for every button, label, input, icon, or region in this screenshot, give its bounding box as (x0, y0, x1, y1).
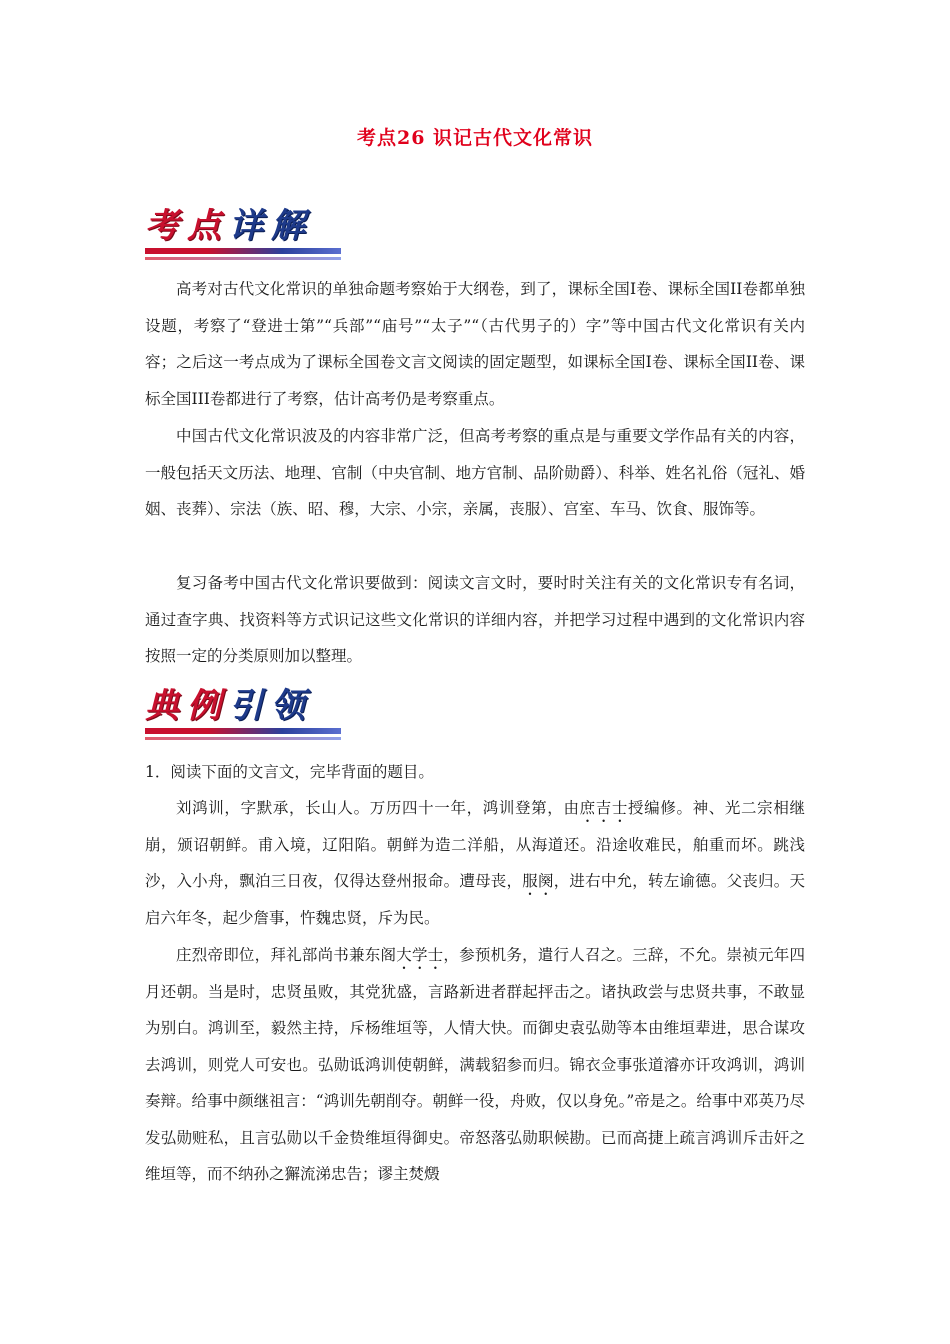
section-heading-blue: 引领 (229, 686, 313, 726)
intro-paragraph: 中国古代文化常识波及的内容非常广泛，但高考考察的重点是与重要文学作品有关的内容，一般包括天文历法、地理、官制（中央官制、地方官制、品阶勋爵）、科举、姓名礼俗（冠礼、婚姻、丧葬）、宗法（族、昭、穆，大宗、小宗，亲属，丧服）、宫室、车马、饮食、服饰等。 (145, 427, 805, 518)
intro-paragraph: 复习备考中国古代文化常识要做到：阅读文言文时，要时时关注有关的文化常识专有名词，通过查字典、找资料等方式识记这些文化常识的详细内容，并把学习过程中遇到的文化常识内容按照一定的分类原则加以整理。 (145, 574, 805, 665)
section-heading-red: 典例 (145, 686, 229, 726)
section-heading-analysis (145, 196, 345, 260)
passage-paragraph: 刘鸿训，字默承，长山人。万历四十一年，鸿训登第，由庶吉士授编修。神、光二宗相继崩，颁诏朝鲜。甫入境，辽阳陷。朝鲜为造二洋船，从海道还。沿途收难民，舶重而坏。跳浅沙，入小舟，飘泊三日夜，仅得达登州报命。遭母丧，服阕，进右中允，转左谕德。父丧归。天启六年冬，起少詹事，忤魏忠贤，斥为民。 (145, 799, 805, 927)
heading-underline (145, 728, 341, 734)
heading-underline-shadow (145, 257, 341, 260)
emphasized-term: 庶吉士 (579, 799, 629, 817)
question-prompt: 1．阅读下面的文言文，完毕背面的题目。 (145, 763, 434, 781)
section-heading-red: 考点 (145, 206, 229, 246)
passage-paragraph: 庄烈帝即位，拜礼部尚书兼东阁大学士，参预机务，遣行人召之。三辞，不允。崇祯元年四月还朝。当是时，忠贤虽败，其党犹盛，言路新进者群起抨击之。诸执政尝与忠贤共事，不敢显为别白。鸿训至，毅然主持，斥杨维垣等，人情大快。而御史袁弘勋等本由维垣辈进，思合谋攻去鸿训，则党人可安也。弘勋诋鸿训使朝鲜，满载貂参而归。锦衣佥事张道濬亦讦攻鸿训，鸿训奏辩。给事中颜继祖言：“鸿训先朝削夺。朝鲜一役，舟败，仅以身免。”帝是之。给事中邓英乃尽发弘勋赃私，且言弘勋以千金贽维垣得御史。帝怒落弘勋职候勘。已而高捷上疏言鸿训斥击奸之维垣等，而不纳孙之獬流涕忠告；谬主焚燬 (145, 946, 805, 1183)
emphasized-term: 大学士 (396, 946, 444, 964)
intro-paragraph: 高考对古代文化常识的单独命题考察始于大纲卷，到了，课标全国Ⅰ卷、课标全国II卷都单独设题，考察了“登进士第”“兵部”“庙号”“太子”“（古代男子的）字”等中国古代文化常识有关内容；之后这一考点成为了课标全国卷文言文阅读的固定题型，如课标全国Ⅰ卷、课标全国II卷、课标全国III卷都进行了考察，估计高考仍是考察重点。 (145, 280, 805, 408)
heading-underline (145, 248, 341, 254)
emphasized-term: 服阕 (522, 872, 554, 890)
section-heading-examples (145, 676, 345, 740)
section-heading-blue: 详解 (229, 206, 313, 246)
page-title: 考点26 识记古代文化常识 (356, 127, 594, 149)
heading-underline-shadow (145, 737, 341, 740)
